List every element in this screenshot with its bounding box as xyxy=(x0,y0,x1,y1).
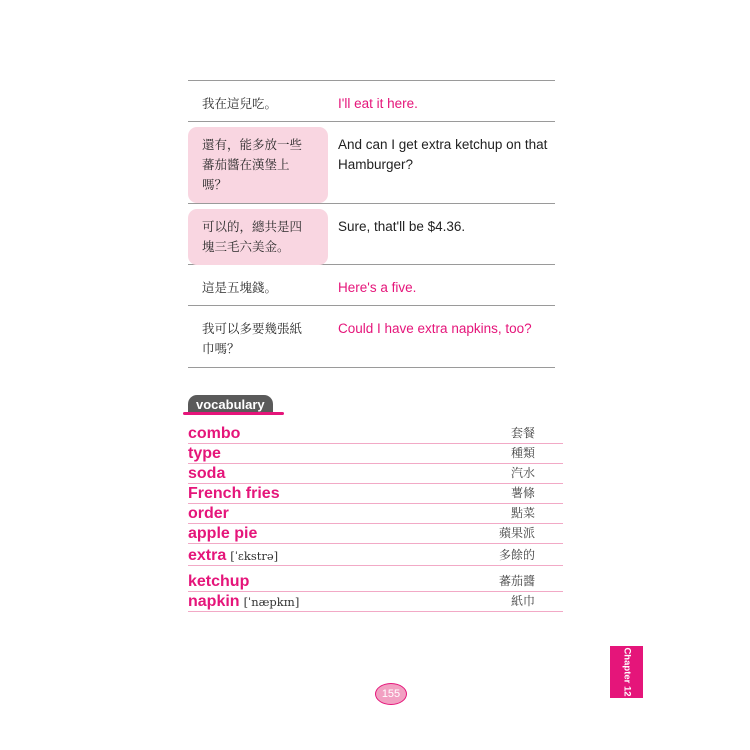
vocabulary-word-text: order xyxy=(188,505,229,522)
vocabulary-word xyxy=(188,485,280,503)
vocabulary-word xyxy=(188,425,240,443)
vocabulary-phonetic: [ˈɛkstrə] xyxy=(230,549,279,563)
vocabulary-chinese: 點菜 xyxy=(510,506,535,520)
vocabulary-word-text: apple pie xyxy=(188,525,258,542)
vocabulary-word xyxy=(188,505,229,523)
vocabulary-word-text: soda xyxy=(188,465,226,482)
vocabulary-row xyxy=(188,566,563,592)
dialogue-table xyxy=(188,80,555,368)
vocabulary-word-text: ketchup xyxy=(188,573,250,590)
dialogue-chinese: 我可以多要幾張紙巾嗎？ xyxy=(202,321,303,356)
vocabulary-word xyxy=(188,593,299,611)
vocabulary-row xyxy=(188,592,563,612)
vocabulary-row xyxy=(188,444,563,464)
vocabulary-row xyxy=(188,544,563,566)
vocabulary-word xyxy=(188,573,249,591)
vocabulary-word xyxy=(188,465,225,483)
page-number: 155 xyxy=(375,683,407,705)
vocabulary-chinese: 紙巾 xyxy=(510,594,535,608)
vocabulary-row xyxy=(188,464,563,484)
dialogue-english: I'll eat it here. xyxy=(338,96,418,111)
vocabulary-row xyxy=(188,484,563,504)
vocabulary-chinese: 種類 xyxy=(510,446,535,460)
vocabulary-row xyxy=(188,524,563,544)
dialogue-row xyxy=(188,122,555,204)
vocabulary-word xyxy=(188,547,278,565)
vocabulary-chinese: 汽水 xyxy=(510,466,535,480)
vocabulary-word xyxy=(188,445,221,463)
dialogue-chinese: 這是五塊錢。 xyxy=(202,280,278,295)
dialogue-chinese: 我在這兒吃。 xyxy=(202,96,278,111)
dialogue-row xyxy=(188,204,555,265)
chapter-tab-label: Chapter 12 xyxy=(621,647,632,697)
vocabulary-row xyxy=(188,504,563,524)
vocabulary-word-text: type xyxy=(188,445,221,462)
vocabulary-list xyxy=(188,424,563,612)
dialogue-row xyxy=(188,306,555,368)
vocabulary-chinese: 套餐 xyxy=(510,426,535,440)
dialogue-chinese: 還有，能多放一些蕃茄醬在漢堡上嗎？ xyxy=(188,127,328,203)
vocabulary-phonetic: [ˈnæpkɪn] xyxy=(243,595,300,609)
vocabulary-chinese: 蕃茄醬 xyxy=(498,574,535,588)
dialogue-english: Sure, that'll be $4.36. xyxy=(338,219,466,234)
chapter-tab xyxy=(610,646,643,698)
vocabulary-row xyxy=(188,424,563,444)
vocabulary-word-text: extra xyxy=(188,547,227,564)
dialogue-row xyxy=(188,81,555,122)
dialogue-english: And can I get extra ketchup on that Hamburger? xyxy=(338,137,548,172)
dialogue-english: Could I have extra napkins, too? xyxy=(338,321,532,336)
vocabulary-chinese: 多餘的 xyxy=(498,548,535,562)
vocabulary-word-text: napkin xyxy=(188,593,240,610)
vocabulary-chinese: 薯條 xyxy=(510,486,535,500)
vocabulary-label: vocabulary xyxy=(188,395,273,414)
vocabulary-chinese: 蘋果派 xyxy=(498,526,535,540)
vocabulary-word-text: combo xyxy=(188,425,241,442)
dialogue-chinese: 可以的，總共是四塊三毛六美金。 xyxy=(188,209,328,265)
vocabulary-word xyxy=(188,525,257,543)
dialogue-english: Here's a five. xyxy=(338,280,417,295)
vocabulary-word-text: French fries xyxy=(188,485,280,502)
dialogue-row xyxy=(188,265,555,306)
vocabulary-underline xyxy=(183,412,284,415)
